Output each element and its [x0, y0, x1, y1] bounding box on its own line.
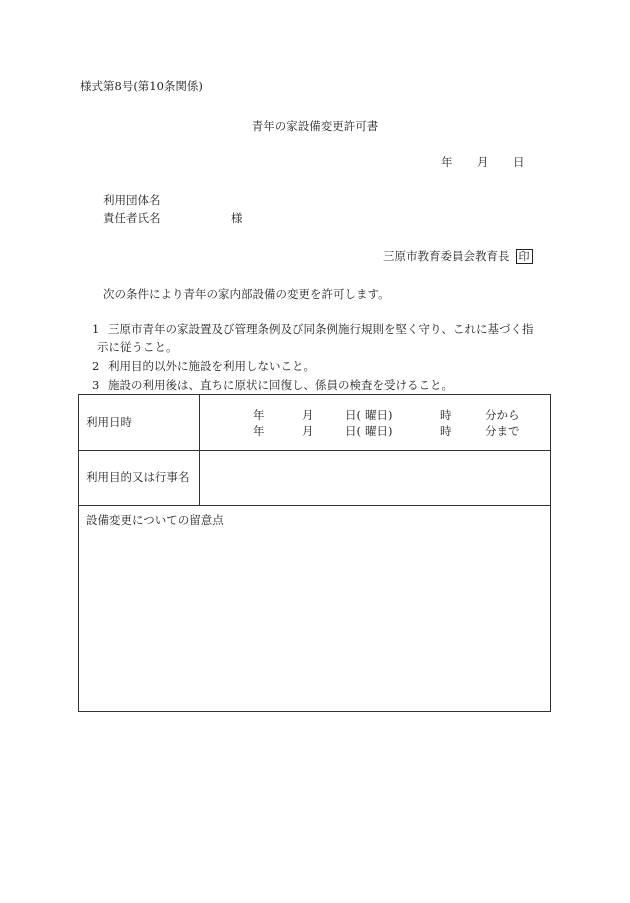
row-divider	[79, 450, 550, 451]
start-hour: 時	[440, 408, 452, 422]
condition-3	[92, 380, 453, 392]
purpose-label: 利用目的又は行事名	[86, 470, 190, 484]
start-month: 月	[302, 408, 314, 422]
end-month: 月	[302, 424, 314, 438]
end-day: 日(	[345, 424, 361, 438]
issuer-name: 三原市教育委員会教育長	[383, 249, 510, 263]
start-year: 年	[253, 408, 265, 422]
issuer	[383, 249, 533, 264]
form-number: 様式第8号(第10条関係)	[80, 79, 203, 93]
start-weekday: 曜日)	[365, 408, 393, 422]
row-divider	[79, 505, 550, 506]
date-month: 月	[477, 155, 489, 169]
end-minute: 分まで	[485, 424, 520, 438]
document-title: 青年の家設備変更許可書	[251, 119, 379, 133]
notes-label: 設備変更についての留意点	[86, 513, 224, 527]
intro-text: 次の条件により青年の家内部設備の変更を許可します。	[103, 287, 390, 301]
end-year: 年	[253, 424, 265, 438]
condition-2-number: 2	[92, 359, 100, 373]
seal-mark: 印	[516, 249, 533, 264]
start-day: 日(	[345, 408, 361, 422]
condition-1	[92, 324, 534, 336]
condition-1-continued: 示に従うこと。	[97, 340, 178, 354]
column-divider	[199, 395, 200, 505]
end-hour: 時	[440, 424, 452, 438]
condition-3-text: 施設の利用後は、直ちに原状に回復し、係員の検査を受けること。	[108, 378, 453, 392]
end-weekday: 曜日)	[365, 424, 393, 438]
usage-datetime-label: 利用日時	[86, 415, 132, 429]
start-minute: 分から	[485, 408, 520, 422]
issue-date	[441, 157, 525, 169]
condition-3-number: 3	[92, 378, 100, 392]
honorific: 様	[231, 211, 243, 225]
date-year: 年	[441, 155, 453, 169]
organization-name-label: 利用団体名	[103, 193, 161, 207]
condition-2	[92, 361, 315, 373]
permit-table	[78, 394, 551, 712]
condition-1-text: 三原市青年の家設置及び管理条例及び同条例施行規則を堅く守り、これに基づく指	[108, 322, 534, 336]
representative-name-label: 責任者氏名	[103, 211, 161, 225]
condition-2-text: 利用目的以外に施設を利用しないこと。	[108, 359, 315, 373]
condition-1-number: 1	[92, 322, 100, 336]
date-day: 日	[513, 155, 525, 169]
